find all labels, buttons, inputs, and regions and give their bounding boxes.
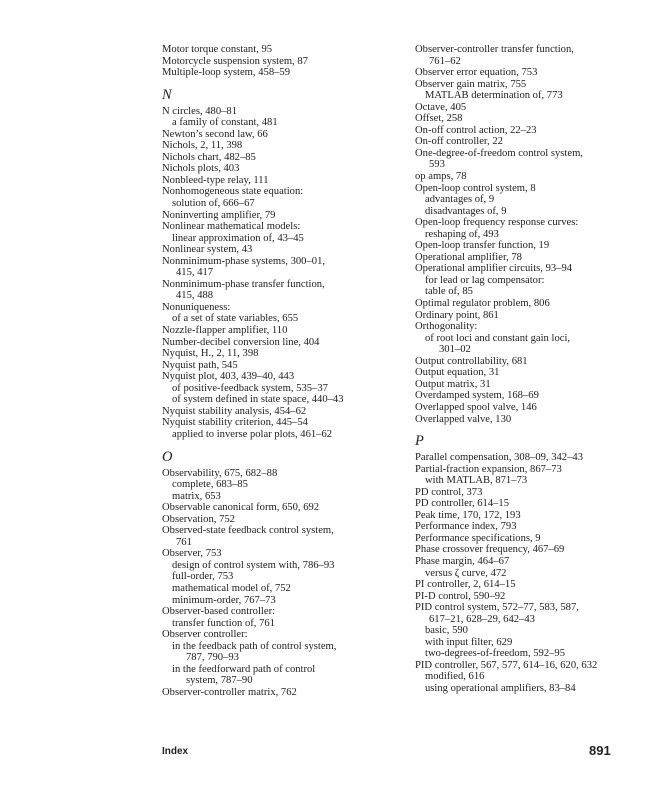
index-entry: Phase crossover frequency, 467–69	[415, 544, 565, 556]
index-subentry: minimum-order, 767–73	[172, 594, 276, 606]
index-entry: Observed-state feedback control system,	[162, 525, 334, 537]
section-letter: P	[415, 433, 424, 450]
index-entry: Nonhomogeneous state equation:	[162, 186, 304, 198]
index-entry: Nonlinear system, 43	[162, 244, 253, 256]
index-subentry: a family of constant, 481	[172, 117, 278, 129]
index-entry: Parallel compensation, 308–09, 342–43	[415, 452, 583, 464]
index-entry: Orthogonality:	[415, 321, 478, 333]
index-entry-continuation: 761–62	[429, 55, 461, 67]
index-entry: Open-loop transfer function, 19	[415, 240, 550, 252]
index-entry: PI controller, 2, 614–15	[415, 579, 516, 591]
index-subentry: in the feedback path of control system,	[172, 640, 337, 652]
index-entry: Nozzle-flapper amplifier, 110	[162, 325, 288, 337]
index-column-right	[415, 44, 650, 695]
index-entry: Nyquist path, 545	[162, 359, 238, 371]
index-subentry: of a set of state variables, 655	[172, 313, 299, 325]
index-subentry: of positive-feedback system, 535–37	[172, 382, 328, 394]
index-entry: Nyquist plot, 403, 439–40, 443	[162, 371, 295, 383]
section-letter: O	[162, 448, 173, 465]
index-entry: Observer, 753	[162, 548, 222, 560]
index-subentry-continuation: 301–02	[439, 344, 471, 356]
index-entry: Nichols plots, 403	[162, 163, 240, 175]
index-entry: PID control system, 572–77, 583, 587,	[415, 602, 579, 614]
index-entry: Performance index, 793	[415, 521, 517, 533]
index-entry: N circles, 480–81	[162, 105, 238, 117]
index-entry-continuation: 761	[176, 536, 192, 548]
index-entry: Motor torque constant, 95	[162, 44, 273, 55]
index-entry: Observer-controller matrix, 762	[162, 686, 297, 698]
index-subentry: mathematical model of, 752	[172, 582, 291, 594]
index-entry: Observability, 675, 682–88	[162, 467, 278, 479]
index-entry: Observation, 752	[162, 513, 235, 525]
index-entry: Partial-fraction expansion, 867–73	[415, 463, 562, 475]
index-subentry: of root loci and constant gain loci,	[425, 332, 571, 344]
index-entry: Output matrix, 31	[415, 378, 491, 390]
index-subentry: complete, 683–85	[172, 479, 248, 491]
index-entry: Output equation, 31	[415, 367, 500, 379]
index-entry-continuation: 593	[429, 159, 445, 171]
index-entry: Phase margin, 464–67	[415, 555, 510, 567]
index-subentry: design of control system with, 786–93	[172, 559, 335, 571]
index-entry: Motorcycle suspension system, 87	[162, 55, 308, 67]
index-subentry: two-degrees-of-freedom, 592–95	[425, 648, 566, 660]
index-entry: PD control, 373	[415, 486, 483, 498]
section-letter: N	[162, 86, 172, 103]
index-entry: Nonminimum-phase transfer function,	[162, 278, 325, 290]
index-subentry: for lead or lag compensator:	[425, 274, 545, 286]
index-entry-continuation: 415, 417	[176, 267, 214, 279]
index-entry: Number-decibel conversion line, 404	[162, 336, 320, 348]
index-entry: Overlapped valve, 130	[415, 413, 512, 425]
index-entry: Performance specifications, 9	[415, 532, 541, 544]
index-subentry: basic, 590	[425, 625, 468, 637]
index-subentry-continuation: system, 787–90	[186, 675, 253, 687]
index-entry: Nyquist stability analysis, 454–62	[162, 405, 307, 417]
index-entry: Observer controller:	[162, 629, 248, 641]
index-entry: On-off control action, 22–23	[415, 124, 537, 136]
index-entry: Observable canonical form, 650, 692	[162, 502, 320, 514]
index-entry: Observer gain matrix, 755	[415, 78, 527, 90]
index-entry: On-off controller, 22	[415, 136, 503, 148]
index-subentry: advantages of, 9	[425, 194, 495, 206]
page-number: 891	[589, 743, 611, 758]
index-entry: Offset, 258	[415, 113, 463, 125]
index-entry: Open-loop frequency response curves:	[415, 217, 579, 229]
index-subentry: using operational amplifiers, 83–84	[425, 682, 576, 694]
index-subentry: modified, 616	[425, 671, 485, 683]
index-entry: Ordinary point, 861	[415, 309, 499, 321]
index-entry: Observer error equation, 753	[415, 67, 538, 79]
index-subentry: matrix, 653	[172, 490, 221, 502]
index-entry: Multiple-loop system, 458–59	[162, 67, 291, 79]
index-subentry: with MATLAB, 871–73	[425, 475, 528, 487]
index-entry-continuation: 617–21, 628–29, 642–43	[429, 613, 535, 625]
index-entry-continuation: 415, 488	[176, 290, 214, 302]
index-subentry: transfer function of, 761	[172, 617, 275, 629]
index-entry: Operational amplifier, 78	[415, 251, 522, 263]
index-subentry: with input filter, 629	[425, 636, 513, 648]
index-entry: Nonlinear mathematical models:	[162, 221, 301, 233]
index-column-left	[162, 44, 392, 698]
index-entry: PID controller, 567, 577, 614–16, 620, 632	[415, 659, 598, 671]
index-entry: Nichols chart, 482–85	[162, 151, 256, 163]
index-entry: Octave, 405	[415, 101, 467, 113]
index-entry: Nonuniqueness:	[162, 301, 231, 313]
index-subentry: MATLAB determination of, 773	[425, 90, 563, 102]
index-entry: Operational amplifier circuits, 93–94	[415, 263, 573, 275]
index-entry: Overlapped spool valve, 146	[415, 401, 537, 413]
index-entry: Optimal regulator problem, 806	[415, 298, 550, 310]
index-entry: PI-D control, 590–92	[415, 590, 506, 602]
index-subentry: in the feedforward path of control	[172, 663, 316, 675]
index-subentry: solution of, 666–67	[172, 198, 255, 210]
index-entry: Output controllability, 681	[415, 355, 528, 367]
index-subentry: table of, 85	[425, 286, 473, 298]
index-subentry: full-order, 753	[172, 571, 234, 583]
index-subentry: applied to inverse polar plots, 461–62	[172, 428, 333, 440]
index-subentry: reshaping of, 493	[425, 228, 499, 240]
index-entry: Nyquist, H., 2, 11, 398	[162, 348, 259, 360]
index-entry: Nyquist stability criterion, 445–54	[162, 417, 308, 429]
index-entry: One-degree-of-freedom control system,	[415, 147, 583, 159]
index-subentry: of system defined in state space, 440–43	[172, 394, 344, 406]
index-subentry-continuation: 787, 790–93	[186, 652, 239, 664]
running-footer-section: Index	[162, 746, 189, 757]
index-entry: Noninverting amplifier, 79	[162, 209, 276, 221]
index-entry: PD controller, 614–15	[415, 498, 510, 510]
index-entry: Observer-controller transfer function,	[415, 44, 574, 55]
index-entry: Nonbleed-type relay, 111	[162, 174, 269, 186]
index-entry: Open-loop control system, 8	[415, 182, 536, 194]
index-entry: Newton’s second law, 66	[162, 128, 268, 140]
index-subentry: disadvantages of, 9	[425, 205, 507, 217]
index-entry: Nonminimum-phase systems, 300–01,	[162, 255, 326, 267]
index-entry: Overdamped system, 168–69	[415, 390, 539, 402]
index-subentry: linear approximation of, 43–45	[172, 232, 304, 244]
index-entry: Peak time, 170, 172, 193	[415, 509, 521, 521]
index-entry: op amps, 78	[415, 171, 467, 183]
index-entry: Observer-based controller:	[162, 606, 276, 618]
index-subentry: versus ζ curve, 472	[425, 567, 507, 579]
index-entry: Nichols, 2, 11, 398	[162, 140, 243, 152]
